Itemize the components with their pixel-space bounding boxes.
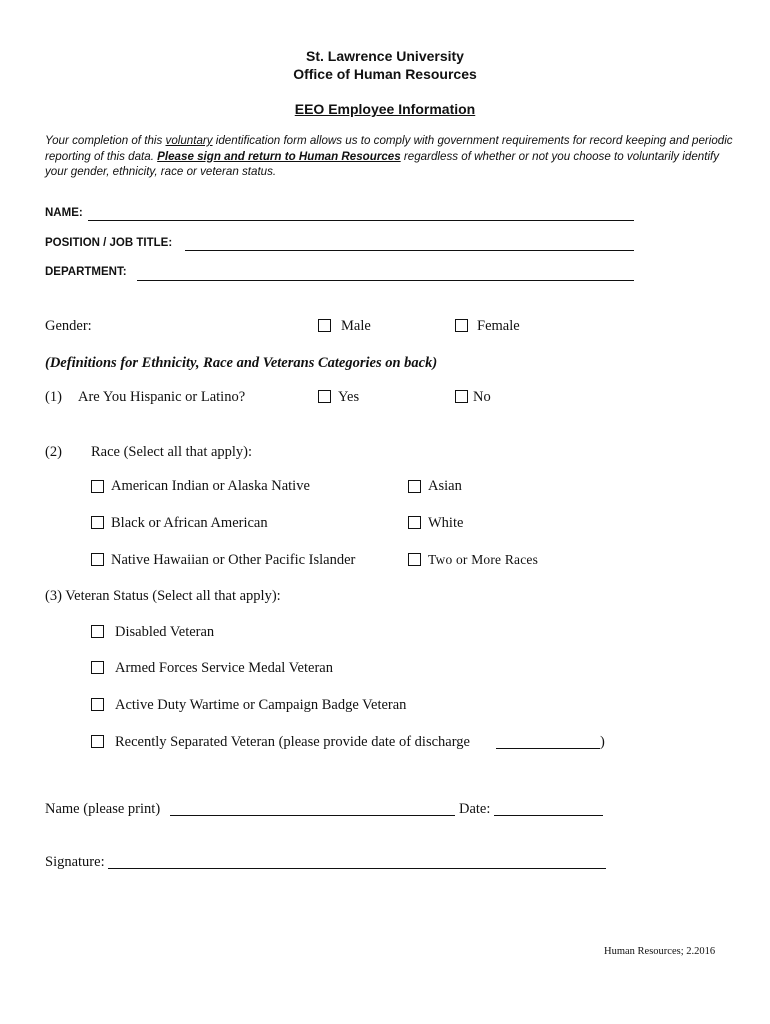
- race-american-indian-label: American Indian or Alaska Native: [111, 478, 310, 494]
- name-field-label: NAME:: [45, 207, 83, 219]
- veteran-wartime-label: Active Duty Wartime or Campaign Badge Veteran: [115, 697, 407, 713]
- form-title: [0, 101, 770, 117]
- female-checkbox[interactable]: [455, 319, 468, 332]
- hispanic-yes-label: Yes: [338, 389, 360, 405]
- race-two-or-more-label: Two or More Races: [428, 552, 539, 567]
- intro-text-3: regardless of whether or not you choose to voluntarily identify your gender, ethnicity, race or veteran status.: [45, 149, 720, 178]
- race-white-label: White: [428, 515, 464, 531]
- definitions-note: (Definitions for Ethnicity, Race and Veterans Categories on back): [45, 355, 438, 371]
- veteran-disabled-label: Disabled Veteran: [115, 624, 215, 640]
- male-label: Male: [341, 318, 371, 334]
- intro-paragraph: [45, 133, 735, 180]
- race-white-checkbox[interactable]: [408, 516, 421, 529]
- male-checkbox[interactable]: [318, 319, 331, 332]
- veteran-service-medal-checkbox[interactable]: [91, 661, 104, 674]
- form-title-text: EEO Employee Information: [294, 101, 476, 117]
- name-print-line[interactable]: [170, 815, 455, 816]
- veteran-label: (3) Veteran Status (Select all that apply):: [45, 588, 281, 604]
- hispanic-number: (1): [45, 389, 62, 405]
- veteran-recently-separated-label: Recently Separated Veteran (please provide date of discharge: [115, 734, 470, 750]
- intro-text-1: Your completion of this: [45, 134, 166, 147]
- race-hawaiian-label: Native Hawaiian or Other Pacific Islander: [111, 552, 356, 568]
- signature-label: Signature:: [45, 854, 105, 870]
- race-asian-checkbox[interactable]: [408, 480, 421, 493]
- name-field-line[interactable]: [88, 220, 634, 221]
- race-asian-label: Asian: [428, 478, 462, 494]
- department-field-line[interactable]: [137, 280, 634, 281]
- date-line[interactable]: [494, 815, 603, 816]
- name-print-label: Name (please print): [45, 801, 161, 817]
- date-label: Date:: [459, 801, 491, 817]
- race-two-or-more-checkbox[interactable]: [408, 553, 421, 566]
- position-field-line[interactable]: [185, 250, 634, 251]
- race-hawaiian-checkbox[interactable]: [91, 553, 104, 566]
- signature-line[interactable]: [108, 868, 606, 869]
- hispanic-no-label: No: [473, 389, 491, 405]
- female-label: Female: [477, 318, 520, 334]
- discharge-date-line[interactable]: [496, 748, 600, 749]
- university-name: St. Lawrence University: [306, 48, 464, 64]
- veteran-service-medal-label: Armed Forces Service Medal Veteran: [115, 660, 333, 676]
- veteran-wartime-checkbox[interactable]: [91, 698, 104, 711]
- hispanic-question: Are You Hispanic or Latino?: [78, 389, 246, 405]
- gender-label: Gender:: [45, 318, 92, 334]
- hispanic-no-checkbox[interactable]: [455, 390, 468, 403]
- race-american-indian-checkbox[interactable]: [91, 480, 104, 493]
- race-black-checkbox[interactable]: [91, 516, 104, 529]
- veteran-recently-separated-checkbox[interactable]: [91, 735, 104, 748]
- discharge-close-paren: ): [600, 734, 605, 750]
- race-black-label: Black or African American: [111, 515, 268, 531]
- intro-sign-return: Please sign and return to Human Resources: [157, 149, 401, 163]
- hispanic-yes-checkbox[interactable]: [318, 390, 331, 403]
- position-field-label: POSITION / JOB TITLE:: [45, 237, 173, 249]
- department-field-label: DEPARTMENT:: [45, 266, 127, 278]
- race-number: (2): [45, 444, 62, 460]
- office-name: Office of Human Resources: [293, 66, 477, 82]
- race-label: Race (Select all that apply):: [91, 444, 253, 460]
- veteran-disabled-checkbox[interactable]: [91, 625, 104, 638]
- intro-text-2: identification form allows us to comply with government requirements for record keeping and periodic reporting of this data.: [45, 134, 733, 163]
- intro-voluntary: voluntary: [165, 134, 213, 147]
- footer-text: Human Resources; 2.2016: [604, 946, 716, 957]
